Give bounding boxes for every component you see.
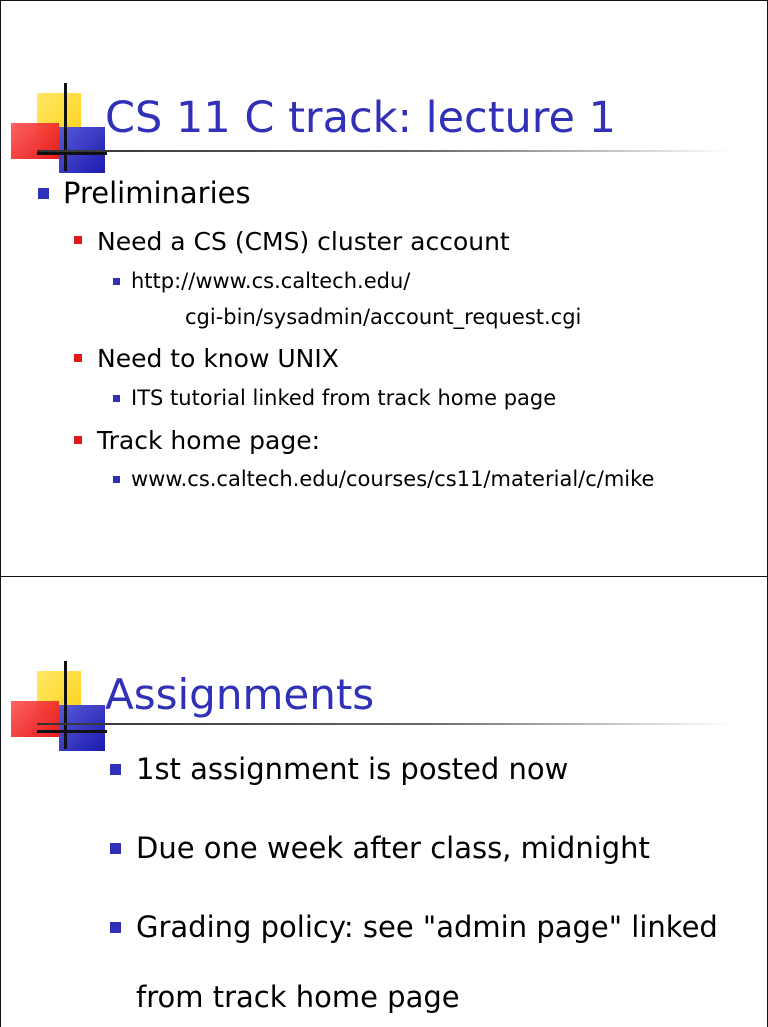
square-bullet-icon bbox=[113, 476, 120, 483]
square-bullet-icon bbox=[74, 236, 82, 244]
title-underline bbox=[37, 150, 731, 152]
bullet-text: Track home page: bbox=[97, 426, 321, 455]
slide-title: CS 11 C track: lecture 1 bbox=[105, 93, 617, 143]
bullet-text: ITS tutorial linked from track home page bbox=[131, 386, 557, 410]
square-bullet-icon bbox=[74, 354, 82, 362]
logo-horizontal-line bbox=[37, 730, 107, 733]
bullet-text: 1st assignment is posted now bbox=[136, 752, 569, 786]
square-bullet-icon bbox=[110, 843, 121, 854]
bullet-due-date bbox=[136, 831, 650, 865]
bullet-text: Due one week after class, midnight bbox=[136, 831, 650, 865]
bullet-text: Need a CS (CMS) cluster account bbox=[97, 227, 510, 256]
title-underline bbox=[37, 723, 731, 725]
logo-vertical-line bbox=[64, 661, 67, 749]
square-bullet-icon bbox=[110, 764, 121, 775]
bullet-account-url bbox=[131, 269, 410, 293]
bullet-text: cgi-bin/sysadmin/account_request.cgi bbox=[185, 305, 582, 329]
bullet-cms-account bbox=[97, 227, 510, 256]
square-bullet-icon bbox=[38, 188, 49, 199]
square-bullet-icon bbox=[113, 395, 120, 402]
bullet-grading-policy bbox=[136, 910, 718, 944]
logo-vertical-line bbox=[64, 83, 67, 171]
square-bullet-icon bbox=[74, 436, 82, 444]
bullet-first-assignment bbox=[136, 752, 568, 786]
bullet-text: Preliminaries bbox=[63, 176, 251, 210]
bullet-text: www.cs.caltech.edu/courses/cs11/material/c/mike bbox=[131, 467, 655, 491]
bullet-grading-policy-continued bbox=[136, 980, 460, 1014]
slide-logo-icon bbox=[11, 659, 111, 749]
square-bullet-icon bbox=[110, 922, 121, 933]
slide-logo-icon bbox=[11, 81, 111, 171]
bullet-home-page-url bbox=[131, 467, 654, 491]
bullet-its-tutorial bbox=[131, 386, 556, 410]
square-bullet-icon bbox=[113, 278, 120, 285]
bullet-preliminaries bbox=[63, 176, 251, 210]
slide-2 bbox=[0, 576, 768, 1027]
bullet-text: from track home page bbox=[136, 980, 460, 1014]
bullet-text: Grading policy: see "admin page" linked bbox=[136, 910, 718, 944]
bullet-unix bbox=[97, 344, 339, 373]
bullet-text: Need to know UNIX bbox=[97, 344, 339, 373]
slide-title: Assignments bbox=[105, 670, 375, 719]
logo-horizontal-line bbox=[37, 152, 107, 155]
bullet-account-url-continued bbox=[185, 305, 581, 329]
bullet-text: http://www.cs.caltech.edu/ bbox=[131, 269, 411, 293]
bullet-home-page bbox=[97, 426, 320, 455]
